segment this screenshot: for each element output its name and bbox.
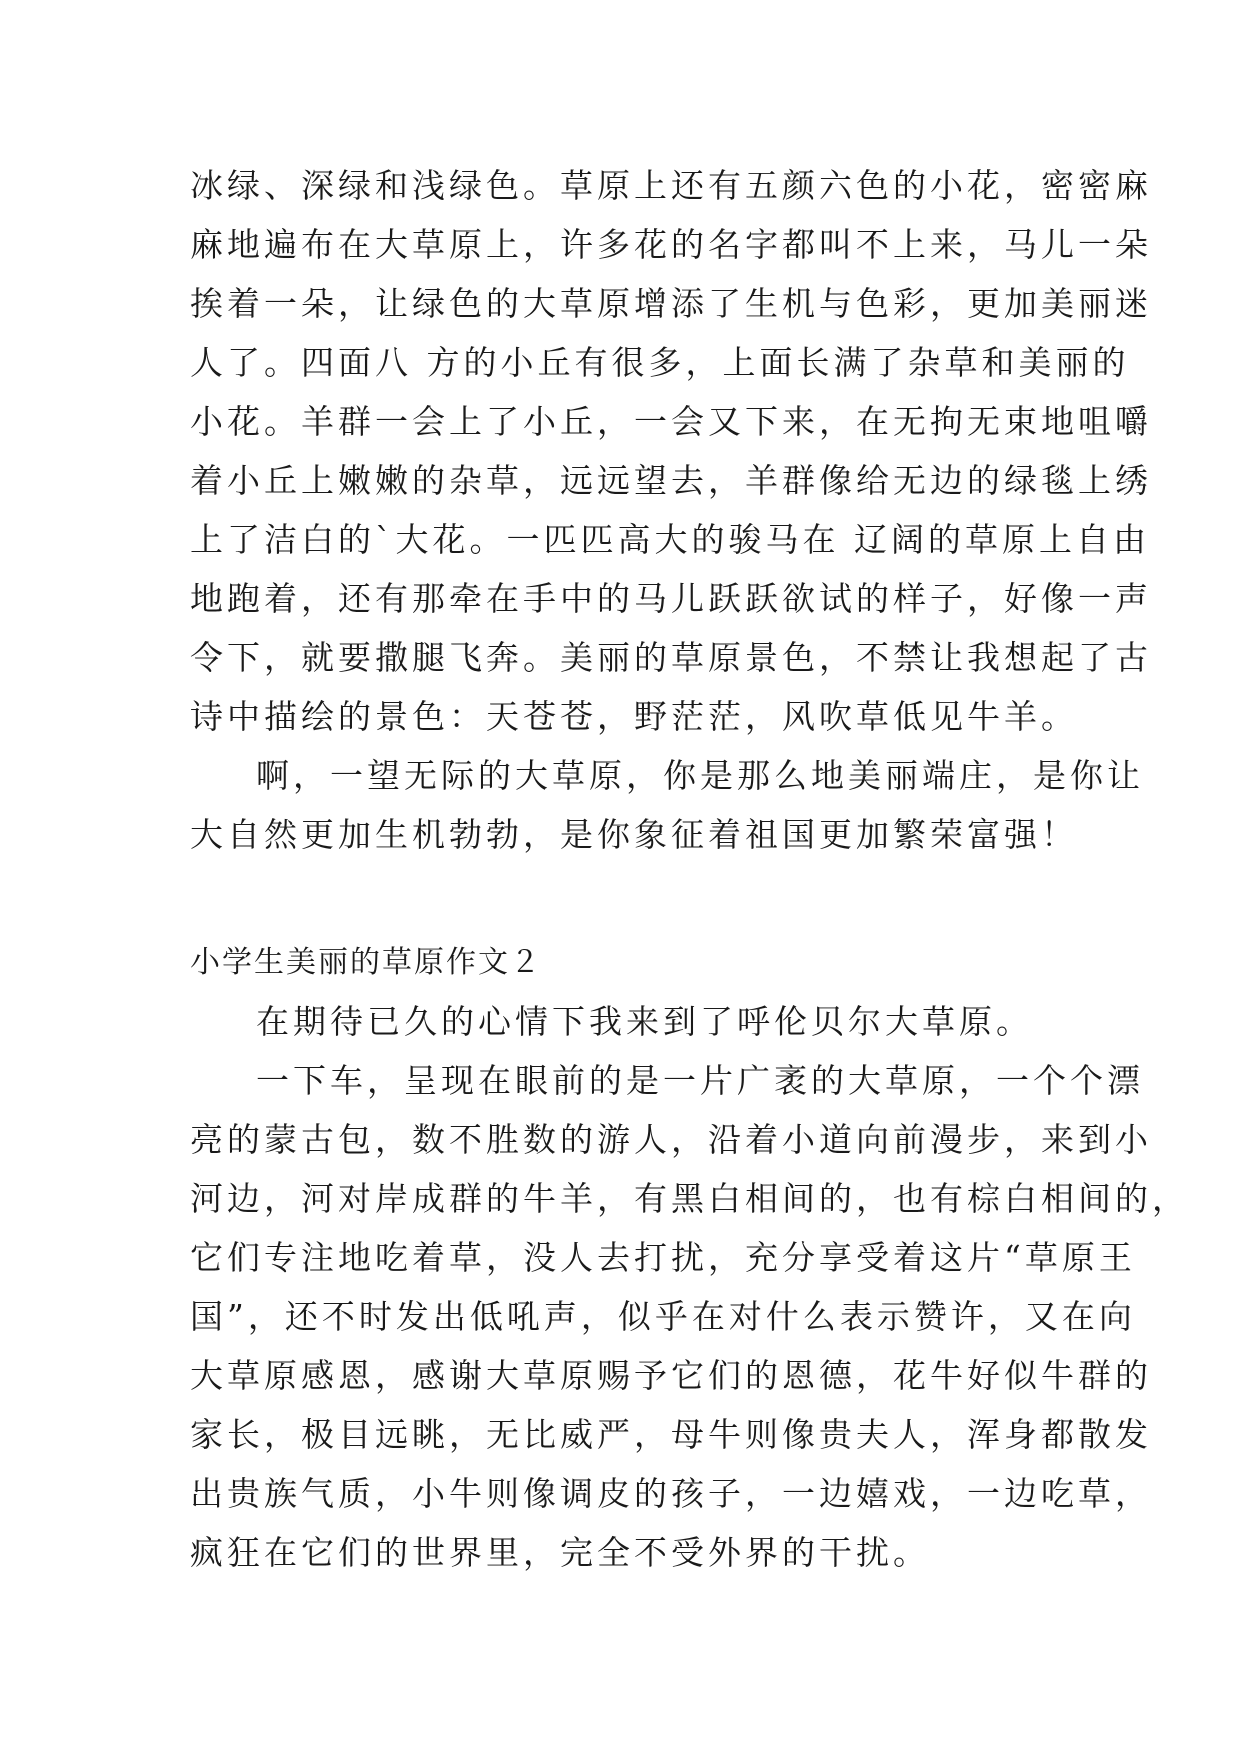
paragraph-line: 着小丘上嫩嫩的杂草，远远望去，羊群像给无边的绿毯上绣 xyxy=(190,461,1152,500)
closing-paragraph-line: 大自然更加生机勃勃，是你象征着祖国更加繁荣富强！ xyxy=(190,815,1078,854)
paragraph-line: 挨着一朵，让绿色的大草原增添了生机与色彩，更加美丽迷 xyxy=(190,284,1152,323)
paragraph-line: 河边，河对岸成群的牛羊，有黑白相间的，也有棕白相间的， xyxy=(190,1179,1189,1218)
paragraph-line: 家长，极目远眺，无比威严，母牛则像贵夫人，浑身都散发 xyxy=(190,1415,1152,1454)
paragraph-line: 地跑着，还有那牵在手中的马儿跃跃欲试的样子，好像一声 xyxy=(190,579,1152,618)
intro-paragraph: 在期待已久的心情下我来到了呼伦贝尔大草原。 xyxy=(256,1002,1033,1041)
paragraph-line: 麻地遍布在大草原上，许多花的名字都叫不上来，马儿一朵 xyxy=(190,225,1152,264)
paragraph-line: 国”，还不时发出低吼声，似乎在对什么表示赞许，又在向 xyxy=(190,1297,1136,1336)
paragraph-line: 上了洁白的`大花。一匹匹高大的骏马在 辽阔的草原上自由 xyxy=(190,520,1150,559)
paragraph-line: 疯狂在它们的世界里，完全不受外界的干扰。 xyxy=(190,1533,930,1572)
closing-paragraph-line: 啊，一望无际的大草原，你是那么地美丽端庄，是你让 xyxy=(256,756,1144,795)
paragraph-line: 大草原感恩，感谢大草原赐予它们的恩德，花牛好似牛群的 xyxy=(190,1356,1152,1395)
paragraph-line: 亮的蒙古包，数不胜数的游人，沿着小道向前漫步，来到小 xyxy=(190,1120,1152,1159)
paragraph-line: 出贵族气质，小牛则像调皮的孩子，一边嬉戏，一边吃草， xyxy=(190,1474,1152,1513)
essay-title: 小学生美丽的草原作文２ xyxy=(190,945,542,980)
paragraph-line: 小花。羊群一会上了小丘，一会又下来，在无拘无束地咀嚼 xyxy=(190,402,1152,441)
paragraph-line: 人了。四面八 方的小丘有很多，上面长满了杂草和美丽的 xyxy=(190,343,1130,382)
paragraph-line: 令下，就要撒腿飞奔。美丽的草原景色，不禁让我想起了古 xyxy=(190,638,1152,677)
paragraph-line: 冰绿、深绿和浅绿色。草原上还有五颜六色的小花，密密麻 xyxy=(190,166,1152,205)
paragraph-line: 一下车，呈现在眼前的是一片广袤的大草原，一个个漂 xyxy=(256,1061,1144,1100)
paragraph-line: 它们专注地吃着草，没人去打扰，充分享受着这片“草原王 xyxy=(190,1238,1136,1277)
paragraph-line: 诗中描绘的景色：天苍苍，野茫茫，风吹草低见牛羊。 xyxy=(190,697,1078,736)
